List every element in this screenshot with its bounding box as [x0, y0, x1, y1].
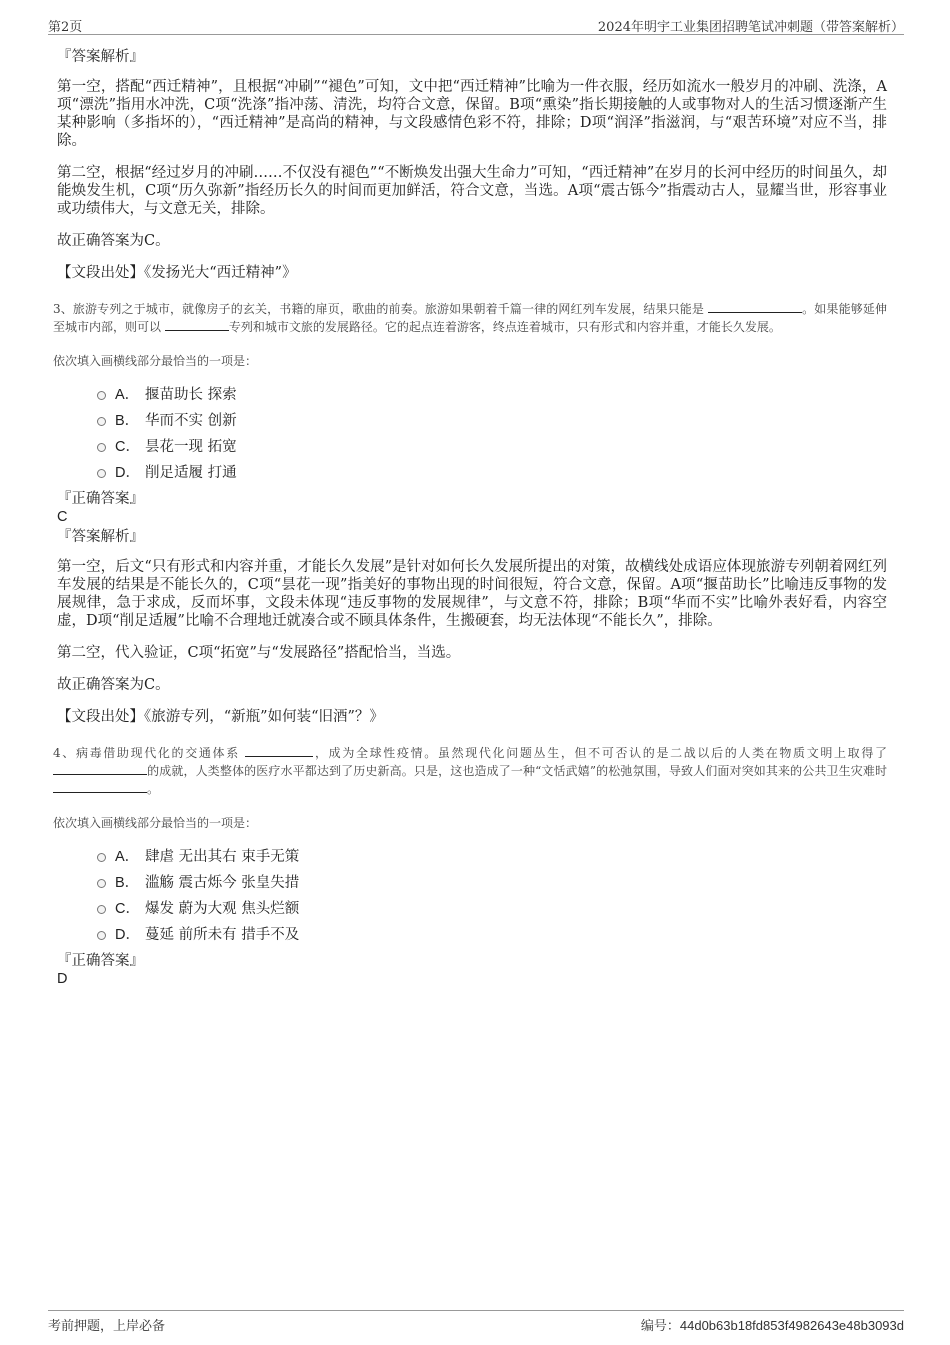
source-citation: 【文段出处】《旅游专列，“新瓶”如何装“旧酒”？》 — [57, 709, 384, 725]
option-d[interactable] — [95, 460, 887, 486]
option-text: 削足适履 打通 — [145, 465, 237, 481]
option-letter: C． — [115, 439, 140, 455]
correct-answer-label: 『正确答案』 — [57, 953, 144, 969]
option-a[interactable] — [95, 382, 887, 408]
page-header — [48, 14, 904, 35]
document-title: 2024年明宇工业集团招聘笔试冲刺题（带答案解析） — [597, 20, 904, 35]
footer-slogan: 考前押题，上岸必备 — [48, 1319, 166, 1334]
option-text: 蔓延 前所未有 措手不及 — [145, 927, 300, 943]
option-text: 昙花一现 拓宽 — [145, 439, 237, 455]
option-text: 揠苗助长 探索 — [145, 387, 237, 403]
correct-answer-label: 『正确答案』 — [57, 491, 144, 507]
option-c[interactable] — [95, 434, 887, 460]
question-3-stem — [53, 300, 887, 336]
option-letter: B． — [115, 875, 140, 891]
radio-icon[interactable] — [97, 853, 106, 862]
radio-icon[interactable] — [97, 417, 106, 426]
options-list — [95, 844, 887, 948]
option-a[interactable] — [95, 844, 887, 870]
question-text: 。 — [147, 782, 160, 796]
option-letter: D． — [115, 465, 140, 481]
document-id-label: 编号： — [640, 1319, 680, 1334]
radio-icon[interactable] — [97, 931, 106, 940]
question-4-stem — [53, 744, 887, 798]
radio-icon[interactable] — [97, 469, 106, 478]
answer-blank — [245, 744, 313, 757]
options-list — [95, 382, 887, 486]
analysis-label: 『答案解析』 — [57, 529, 144, 545]
option-text: 爆发 蔚为大观 焦头烂额 — [145, 901, 300, 917]
analysis-paragraph: 第一空，后文“只有形式和内容并重，才能长久发展”是针对如何长久发展所提出的对策，故横线处成语应体现旅游专列朝着网红列车发展的结果是不能长久的，C项“昙花一现”指美好的事物出现的时间很短，符合文意，保留。A项“揠苗助长”比喻违反事物的发展规律，急于求成，反而坏事，文段未体现“违反事物的发展规律”，与文意不符，排除；B项“华而不实”比喻外表好看，内容空虚，D项“削足适履”比喻不合理地迁就凑合或不顾具体条件，生搬硬套，均无法体现“不能长久”，排除。 — [57, 559, 887, 629]
question-text: 4、病毒借助现代化的交通体系 — [53, 746, 240, 760]
radio-icon[interactable] — [97, 905, 106, 914]
option-letter: A． — [115, 387, 140, 403]
question-text: ，成为全球性疫情。虽然现代化问题丛生，但不可否认的是二战以后的人类在物质文明上取得了 — [313, 746, 887, 760]
option-c[interactable] — [95, 896, 887, 922]
option-b[interactable] — [95, 870, 887, 896]
option-text: 滥觞 震古烁今 张皇失措 — [145, 875, 300, 891]
option-letter: C． — [115, 901, 140, 917]
option-d[interactable] — [95, 922, 887, 948]
option-text: 肆虐 无出其右 束手无策 — [145, 849, 300, 865]
conclusion: 故正确答案为C。 — [57, 233, 170, 249]
analysis-label: 『答案解析』 — [57, 49, 144, 65]
page-number: 第2页 — [48, 20, 83, 35]
option-text: 华而不实 创新 — [145, 413, 237, 429]
correct-answer: C — [57, 509, 68, 525]
answer-blank — [708, 300, 802, 313]
option-letter: B． — [115, 413, 140, 429]
document-id — [641, 1315, 904, 1334]
option-letter: A． — [115, 849, 140, 865]
document-id-value: 44d0b63b18fd853f4982643e48b3093d — [679, 1318, 904, 1333]
question-text: 的成就，人类整体的医疗水平都达到了历史新高。只是，这也造成了一种“文恬武嬉”的松弛氛围，导致人们面对突如其来的公共卫生灾难时 — [147, 764, 887, 778]
answer-blank — [53, 780, 147, 793]
analysis-paragraph: 第二空，代入验证，C项“拓宽”与“发展路径”搭配恰当，当选。 — [57, 645, 461, 661]
question-text: 3、旅游专列之于城市，就像房子的玄关，书籍的扉页，歌曲的前奏。旅游如果朝着千篇一律的网红列车发展，结果只能是 — [53, 302, 705, 316]
option-b[interactable] — [95, 408, 887, 434]
question-text: 。如果能够延伸至城市内部，则可以 — [53, 302, 887, 334]
analysis-paragraph: 第一空，搭配“西迁精神”，且根据“冲刷”“褪色”可知，文中把“西迁精神”比喻为一件衣服，经历如流水一般岁月的冲刷、洗涤，A项“漂洗”指用水冲洗，C项“洗涤”指冲荡、清洗，均符合文意，保留。B项“熏染”指长期接触的人或事物对人的生活习惯逐渐产生某种影响（多指坏的），“西迁精神”是高尚的精神，与文段感情色彩不符，排除；D项“润泽”指滋润，与“艰苦环境”对应不当，排除。 — [57, 79, 887, 149]
option-letter: D． — [115, 927, 140, 943]
analysis-paragraph: 第二空，根据“经过岁月的冲刷……不仅没有褪色”“不断焕发出强大生命力”可知，“西迁精神”在岁月的长河中经历的时间虽久，却能焕发生机，C项“历久弥新”指经历长久的时间而更加鲜活，符合文意，当选。A项“震古铄今”指震动古人，显耀当世，形容事业或功绩伟大，与文意无关，排除。 — [57, 165, 887, 217]
page-footer — [48, 1310, 904, 1335]
question-prompt: 依次填入画横线部分最恰当的一项是： — [53, 816, 258, 830]
conclusion: 故正确答案为C。 — [57, 677, 170, 693]
radio-icon[interactable] — [97, 879, 106, 888]
question-text: 专列和城市文旅的发展路径。它的起点连着游客，终点连着城市，只有形式和内容并重，才能长久发展。 — [228, 320, 781, 334]
question-prompt: 依次填入画横线部分最恰当的一项是： — [53, 354, 258, 368]
radio-icon[interactable] — [97, 391, 106, 400]
answer-blank — [165, 318, 229, 331]
correct-answer: D — [57, 971, 68, 987]
answer-blank — [53, 762, 147, 775]
radio-icon[interactable] — [97, 443, 106, 452]
main-content — [53, 42, 887, 988]
source-citation: 【文段出处】《发扬光大“西迁精神”》 — [57, 265, 297, 281]
